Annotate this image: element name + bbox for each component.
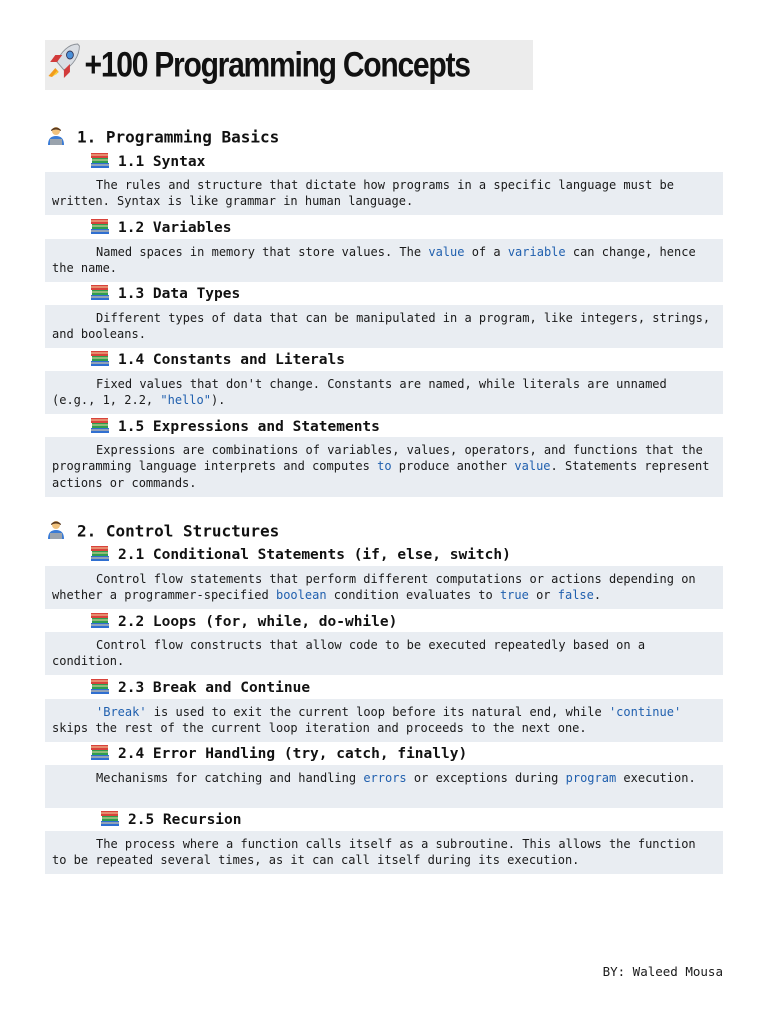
description-text: produce another xyxy=(391,459,515,474)
section-heading xyxy=(45,520,279,544)
books-icon xyxy=(90,283,110,305)
title-banner xyxy=(45,40,533,90)
concept-description xyxy=(45,831,723,874)
keyword-highlight: "hello" xyxy=(160,393,211,408)
concept-heading xyxy=(90,544,511,566)
concept-heading xyxy=(90,416,380,438)
author-credit: BY: Waleed Mousa xyxy=(602,964,723,979)
books-icon xyxy=(90,349,110,371)
keyword-highlight: true xyxy=(499,588,529,603)
description-text: condition evaluates to xyxy=(326,588,500,603)
section-heading-text: 1. Programming Basics xyxy=(77,127,280,147)
keyword-highlight: to xyxy=(377,459,392,474)
keyword-highlight: false xyxy=(557,588,594,603)
concept-heading-text: 1.1 Syntax xyxy=(118,154,206,170)
concept-description xyxy=(45,632,723,675)
concept-heading-text: 2.4 Error Handling (try, catch, finally) xyxy=(118,746,468,762)
keyword-highlight: errors xyxy=(363,771,407,785)
keyword-highlight: value xyxy=(428,245,465,259)
keyword-highlight: program xyxy=(565,771,617,785)
concept-heading xyxy=(90,217,232,239)
concept-heading xyxy=(90,283,240,305)
technologist-icon xyxy=(45,520,67,544)
books-icon xyxy=(90,677,110,699)
description-text: skips the rest of the current loop iteration and proceeds to the next one. xyxy=(52,721,587,736)
description-text: or exceptions during xyxy=(406,771,566,785)
description-text: Different types of data that can be manipulated in a program, like integers, strings, and booleans. xyxy=(52,311,711,342)
description-text: Fixed values that don't change. Constants are named, while literals are unnamed (e.g., 1, 2.2, xyxy=(52,377,667,408)
concept-heading-text: 1.5 Expressions and Statements xyxy=(118,419,380,435)
concept-heading-text: 2.5 Recursion xyxy=(128,812,242,828)
concept-heading-text: 2.1 Conditional Statements (if, else, switch) xyxy=(118,547,511,563)
books-icon xyxy=(90,544,110,566)
description-text: is used to exit the current loop before its natural end, while xyxy=(146,705,609,719)
books-icon xyxy=(90,416,110,438)
description-text: The process where a function calls itself as a subroutine. This allows the function to be repeated several times, as it can call itself during its execution. xyxy=(52,837,696,868)
concept-description xyxy=(45,699,723,742)
concept-description xyxy=(45,172,723,215)
description-text: can change, hence the name. xyxy=(52,245,696,276)
keyword-highlight: value xyxy=(514,459,551,474)
keyword-highlight: variable xyxy=(507,245,566,259)
concept-description xyxy=(45,371,723,414)
rocket-icon xyxy=(45,40,85,94)
description-text: Control flow statements that perform different computations or actions depending on whether a programmer-specified xyxy=(52,572,696,603)
concept-description xyxy=(45,437,723,497)
concept-heading xyxy=(90,349,345,371)
page-title: +100 Programming Concepts xyxy=(45,40,470,90)
description-text: ). xyxy=(210,393,226,408)
description-text: execution. xyxy=(616,771,696,785)
concept-heading-text: 2.2 Loops (for, while, do-while) xyxy=(118,614,398,630)
concept-description xyxy=(45,305,723,348)
description-text: or xyxy=(528,588,558,603)
description-text: Control flow constructs that allow code to be executed repeatedly based on a condition. xyxy=(52,638,646,669)
concept-heading-text: 2.3 Break and Continue xyxy=(118,680,311,696)
section-heading xyxy=(45,126,279,150)
section-heading-text: 2. Control Structures xyxy=(77,521,280,541)
keyword-highlight: boolean xyxy=(275,588,327,603)
books-icon xyxy=(90,611,110,633)
description-text: Expressions are combinations of variables, values, operators, and functions that the programming language interprets and computes xyxy=(52,443,703,474)
concept-heading-text: 1.3 Data Types xyxy=(118,286,241,302)
books-icon xyxy=(90,151,110,173)
books-icon xyxy=(90,217,110,239)
concept-heading-text: 1.2 Variables xyxy=(118,220,232,236)
description-text: . Statements represent actions or commands. xyxy=(52,459,710,490)
concept-heading xyxy=(90,611,397,633)
description-text: The rules and structure that dictate how programs in a specific language must be written. Syntax is like grammar in human language. xyxy=(52,178,674,209)
books-icon xyxy=(90,743,110,765)
keyword-highlight: 'continue' xyxy=(608,705,682,719)
description-text: Named spaces in memory that store values. The xyxy=(96,245,429,259)
concept-heading-text: 1.4 Constants and Literals xyxy=(118,352,345,368)
concept-heading xyxy=(90,743,467,765)
technologist-icon xyxy=(45,126,67,150)
concept-description xyxy=(45,239,723,282)
books-icon xyxy=(100,809,120,831)
description-text: Mechanisms for catching and handling xyxy=(96,771,364,785)
keyword-highlight: 'Break' xyxy=(96,705,147,719)
concept-heading xyxy=(100,809,242,831)
description-text: of a xyxy=(464,245,508,259)
concept-heading xyxy=(90,151,205,173)
concept-heading xyxy=(90,677,310,699)
concept-description xyxy=(45,566,723,609)
concept-description xyxy=(45,765,723,808)
description-text: . xyxy=(593,588,602,603)
